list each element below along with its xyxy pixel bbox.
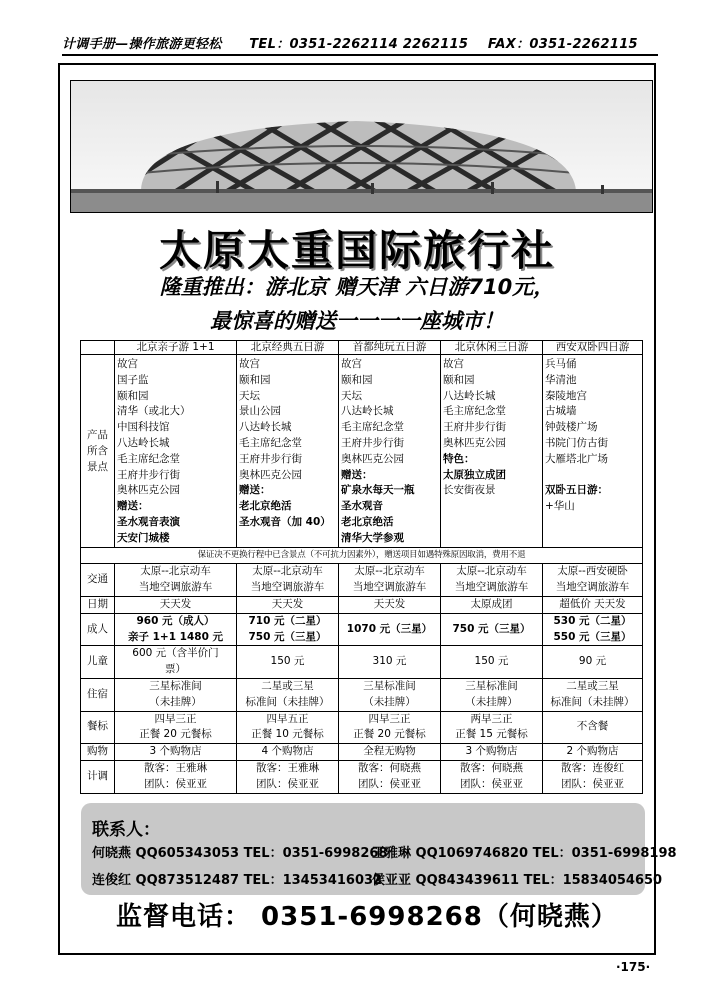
adult-cell (441, 613, 543, 646)
planner-line: 散客：王雅琳 (256, 761, 319, 774)
lodging-line: （未挂牌） (465, 695, 518, 708)
shopping-row (81, 744, 643, 761)
site-item: 书院门仿古街 (545, 436, 608, 449)
header-rule (62, 54, 658, 56)
site-item: 兵马俑 (545, 358, 577, 370)
birds-nest-illustration (71, 81, 653, 213)
page-header (62, 33, 662, 53)
transport-line: 当地空调旅游车 (555, 581, 630, 594)
site-item: 赠送： (117, 500, 149, 513)
child-cell (543, 646, 643, 679)
meals-row (81, 711, 643, 744)
site-item: 老北京绝活 (239, 500, 292, 513)
sites-cell (237, 355, 339, 548)
notice-row (81, 547, 643, 564)
meals-line: 正餐 20 元餐标 (139, 728, 212, 741)
adult-line: 960 元（成人） (136, 614, 215, 627)
transport-line: 太原--北京动车 (252, 565, 323, 578)
adult-price-row (81, 613, 643, 646)
site-item: 毛主席纪念堂 (443, 405, 506, 418)
site-item: 故宫 (117, 358, 138, 370)
site-item: 古城墙 (545, 405, 577, 418)
shopping-cell: 4 个购物店 (237, 744, 339, 761)
planner-row (81, 760, 643, 793)
lodging-label: 住宿 (81, 678, 115, 711)
meals-cell (543, 711, 643, 744)
lodging-line: 三星标准间 (149, 679, 202, 692)
site-item: 故宫 (341, 358, 362, 370)
adult-cell (339, 613, 441, 646)
planner-line: 散客：何晓燕 (460, 761, 523, 774)
lodging-line: 标准间（未挂牌） (245, 695, 330, 708)
meals-cell (237, 711, 339, 744)
contact-he-xiaoyan: 何晓燕 QQ605343053 TEL：0351-6998268 (92, 846, 388, 861)
adult-line: 亲子 1+1 1480 元 (127, 630, 224, 643)
planner-line: 团队：侯亚亚 (460, 777, 523, 790)
sites-label: 产品 所含 景点 (81, 355, 115, 548)
sites-cell (543, 355, 643, 548)
adult-cell (237, 613, 339, 646)
date-label: 日期 (81, 596, 115, 613)
transport-cell (339, 564, 441, 597)
meals-line: 两早三正 (470, 712, 513, 725)
planner-line: 散客：王雅琳 (144, 761, 207, 774)
shopping-cell: 3 个购物店 (441, 744, 543, 761)
lodging-cell (441, 678, 543, 711)
lodging-cell (543, 678, 643, 711)
contact-lian-junhong: 连俊红 QQ873512487 TEL：13453416032 (92, 873, 383, 888)
meals-line: 不含餐 (576, 720, 609, 733)
child-line: 票） (165, 663, 186, 676)
site-item: 景山公园 (239, 405, 281, 418)
contacts-title: 联系人： (92, 820, 160, 840)
site-item: 颐和园 (117, 389, 149, 402)
promo-slogan-line2: 最惊喜的赠送一一一一座城市！ (210, 309, 504, 333)
site-item: 圣水观音（加 40） (239, 515, 331, 528)
shopping-cell: 3 个购物店 (115, 744, 237, 761)
planner-cell (237, 760, 339, 793)
transport-row (81, 564, 643, 597)
meals-line: 四早三正 (154, 712, 197, 725)
site-item: 故宫 (443, 358, 464, 370)
transport-line: 当地空调旅游车 (352, 581, 427, 594)
adult-line: 1070 元（三星） (346, 622, 433, 635)
lodging-cell (237, 678, 339, 711)
agency-name: 太原太重国际旅行社 (158, 226, 555, 275)
page-number: ·175· (616, 960, 651, 974)
meals-cell (115, 711, 237, 744)
planner-cell (543, 760, 643, 793)
child-line: 310 元 (372, 655, 407, 668)
site-item: 天坛 (239, 389, 260, 402)
shopping-label: 购物 (81, 744, 115, 761)
promo-slogan-line1: 隆重推出：游北京 赠天津 六日游710元， (159, 275, 555, 299)
date-cell: 天天发 (339, 596, 441, 613)
site-item: 双卧五日游： (545, 484, 608, 497)
adult-cell (543, 613, 643, 646)
route-name: 北京亲子游 1+1 (115, 341, 237, 355)
site-item: 奥林匹克公园 (443, 436, 506, 449)
route-name: 西安双卧四日游 (543, 341, 643, 355)
date-cell: 太原成团 (441, 596, 543, 613)
date-cell: 天天发 (115, 596, 237, 613)
meals-line: 正餐 15 元餐标 (455, 728, 528, 741)
route-name: 首都纯玩五日游 (339, 341, 441, 355)
transport-line: 太原--北京动车 (140, 565, 211, 578)
lodging-line: 二星或三星 (261, 679, 314, 692)
site-item: 老北京绝活 (341, 515, 394, 528)
meals-label: 餐标 (81, 711, 115, 744)
lodging-row (81, 678, 643, 711)
planner-line: 散客：连俊红 (561, 761, 624, 774)
site-item: 颐和园 (341, 373, 373, 386)
site-item: 大雁塔北广场 (545, 452, 608, 465)
adult-line: 710 元（二星） (248, 614, 327, 627)
route-name: 北京经典五日游 (237, 341, 339, 355)
route-header-row (81, 341, 643, 355)
child-line: 90 元 (578, 655, 607, 668)
child-cell (339, 646, 441, 679)
lodging-line: （未挂牌） (149, 695, 202, 708)
lodging-line: 三星标准间 (465, 679, 518, 692)
site-item: 王府井步行街 (239, 452, 302, 465)
site-item: 华清池 (545, 373, 577, 386)
planner-line: 散客：何晓燕 (358, 761, 421, 774)
date-cell: 天天发 (237, 596, 339, 613)
site-item: 长安街夜景 (443, 484, 496, 497)
site-item: 奥林匹克公园 (341, 452, 404, 465)
child-cell (115, 646, 237, 679)
planner-cell (115, 760, 237, 793)
transport-cell (441, 564, 543, 597)
site-item: 王府井步行街 (443, 421, 506, 434)
site-item: 太原独立成团 (443, 468, 506, 481)
tour-schedule-table (80, 340, 643, 794)
child-cell (237, 646, 339, 679)
planner-label: 计调 (81, 760, 115, 793)
site-item: 王府井步行街 (341, 436, 404, 449)
transport-line: 太原--北京动车 (354, 565, 425, 578)
site-item: 奥林匹克公园 (117, 484, 180, 497)
site-item: 中国科技馆 (117, 421, 170, 434)
sites-cell (115, 355, 237, 548)
stadium-photo (70, 80, 653, 213)
child-line: 600 元（含半价门 (132, 647, 219, 660)
site-item: +华山 (545, 500, 575, 513)
site-item: 清华（或北大） (117, 405, 191, 418)
site-item: 故宫 (239, 358, 260, 370)
lodging-line: （未挂牌） (363, 695, 416, 708)
lodging-line: 标准间（未挂牌） (550, 695, 635, 708)
adult-line: 550 元（三星） (553, 630, 632, 643)
transport-line: 当地空调旅游车 (454, 581, 529, 594)
child-label: 儿童 (81, 646, 115, 679)
site-item: 圣水观音 (341, 500, 383, 513)
adult-label: 成人 (81, 613, 115, 646)
site-item: 毛主席纪念堂 (341, 421, 404, 434)
transport-line: 当地空调旅游车 (250, 581, 325, 594)
site-item: 毛主席纪念堂 (239, 436, 302, 449)
transport-cell (115, 564, 237, 597)
header-fax: FAX：0351-2262115 (487, 37, 638, 52)
site-item: 矿泉水每天一瓶 (341, 484, 415, 497)
site-item: 颐和园 (443, 373, 475, 386)
child-cell (441, 646, 543, 679)
child-line: 150 元 (474, 655, 509, 668)
planner-line: 团队：侯亚亚 (256, 777, 319, 790)
supervision-hotline: 监督电话： 0351-6998268（何晓燕） (116, 902, 618, 932)
transport-cell (543, 564, 643, 597)
header-tel: TEL：0351-2262114 2262115 (249, 37, 469, 52)
site-item: 钟鼓楼广场 (545, 421, 598, 434)
shopping-cell: 全程无购物 (339, 744, 441, 761)
site-item: 清华大学参观 (341, 531, 404, 544)
header-slogan: 计调手册—操作旅游更轻松 (62, 37, 222, 52)
planner-line: 团队：侯亚亚 (561, 777, 624, 790)
site-item: 八达岭长城 (443, 389, 496, 402)
sites-cell (339, 355, 441, 548)
site-item: 国子监 (117, 373, 149, 386)
planner-line: 团队：侯亚亚 (144, 777, 207, 790)
adult-cell (115, 613, 237, 646)
transport-line: 太原--西安硬卧 (557, 565, 628, 578)
site-item: 八达岭长城 (117, 436, 170, 449)
meals-line: 正餐 20 元餐标 (353, 728, 426, 741)
contact-hou-yaya: 侯亚亚 QQ843439611 TEL：15834054650 (372, 873, 663, 888)
meals-cell (441, 711, 543, 744)
site-item: 赠送： (341, 468, 373, 481)
child-line: 150 元 (270, 655, 305, 668)
guarantee-notice: 保证决不更换行程中已含景点（不可抗力因素外），赠送项目如遇特殊原因取消，费用不退 (81, 547, 643, 564)
child-price-row (81, 646, 643, 679)
meals-line: 四早五正 (266, 712, 309, 725)
meals-cell (339, 711, 441, 744)
site-item: 秦陵地宫 (545, 389, 587, 402)
sites-cell (441, 355, 543, 548)
meals-line: 四早三正 (368, 712, 411, 725)
site-item: 王府井步行街 (117, 468, 180, 481)
adult-line: 750 元（三星） (248, 630, 327, 643)
meals-line: 正餐 10 元餐标 (251, 728, 324, 741)
transport-line: 太原--北京动车 (456, 565, 527, 578)
planner-line: 团队：侯亚亚 (358, 777, 421, 790)
lodging-cell (339, 678, 441, 711)
site-item: 毛主席纪念堂 (117, 452, 180, 465)
transport-label: 交通 (81, 564, 115, 597)
date-cell: 超低价 天天发 (543, 596, 643, 613)
site-item: 天坛 (341, 389, 362, 402)
transport-line: 当地空调旅游车 (138, 581, 213, 594)
site-item (545, 468, 640, 484)
sites-row (81, 355, 643, 548)
route-name: 北京休闲三日游 (441, 341, 543, 355)
lodging-cell (115, 678, 237, 711)
contact-wang-yalin: 王雅琳 QQ1069746820 TEL：0351-6998198 (372, 846, 677, 861)
site-item: 八达岭长城 (341, 405, 394, 418)
site-item: 奥林匹克公园 (239, 468, 302, 481)
site-item: 圣水观音表演 (117, 515, 180, 528)
adult-line: 750 元（三星） (452, 622, 531, 635)
site-item: 特色： (443, 452, 475, 465)
site-item: 赠送： (239, 484, 271, 497)
lodging-line: 三星标准间 (363, 679, 416, 692)
site-item: 颐和园 (239, 373, 271, 386)
planner-cell (339, 760, 441, 793)
date-row (81, 596, 643, 613)
adult-line: 530 元（二星） (553, 614, 632, 627)
transport-cell (237, 564, 339, 597)
site-item: 天安门城楼 (117, 531, 170, 544)
lodging-line: 二星或三星 (566, 679, 619, 692)
planner-cell (441, 760, 543, 793)
site-item: 八达岭长城 (239, 421, 292, 434)
shopping-cell: 2 个购物店 (543, 744, 643, 761)
